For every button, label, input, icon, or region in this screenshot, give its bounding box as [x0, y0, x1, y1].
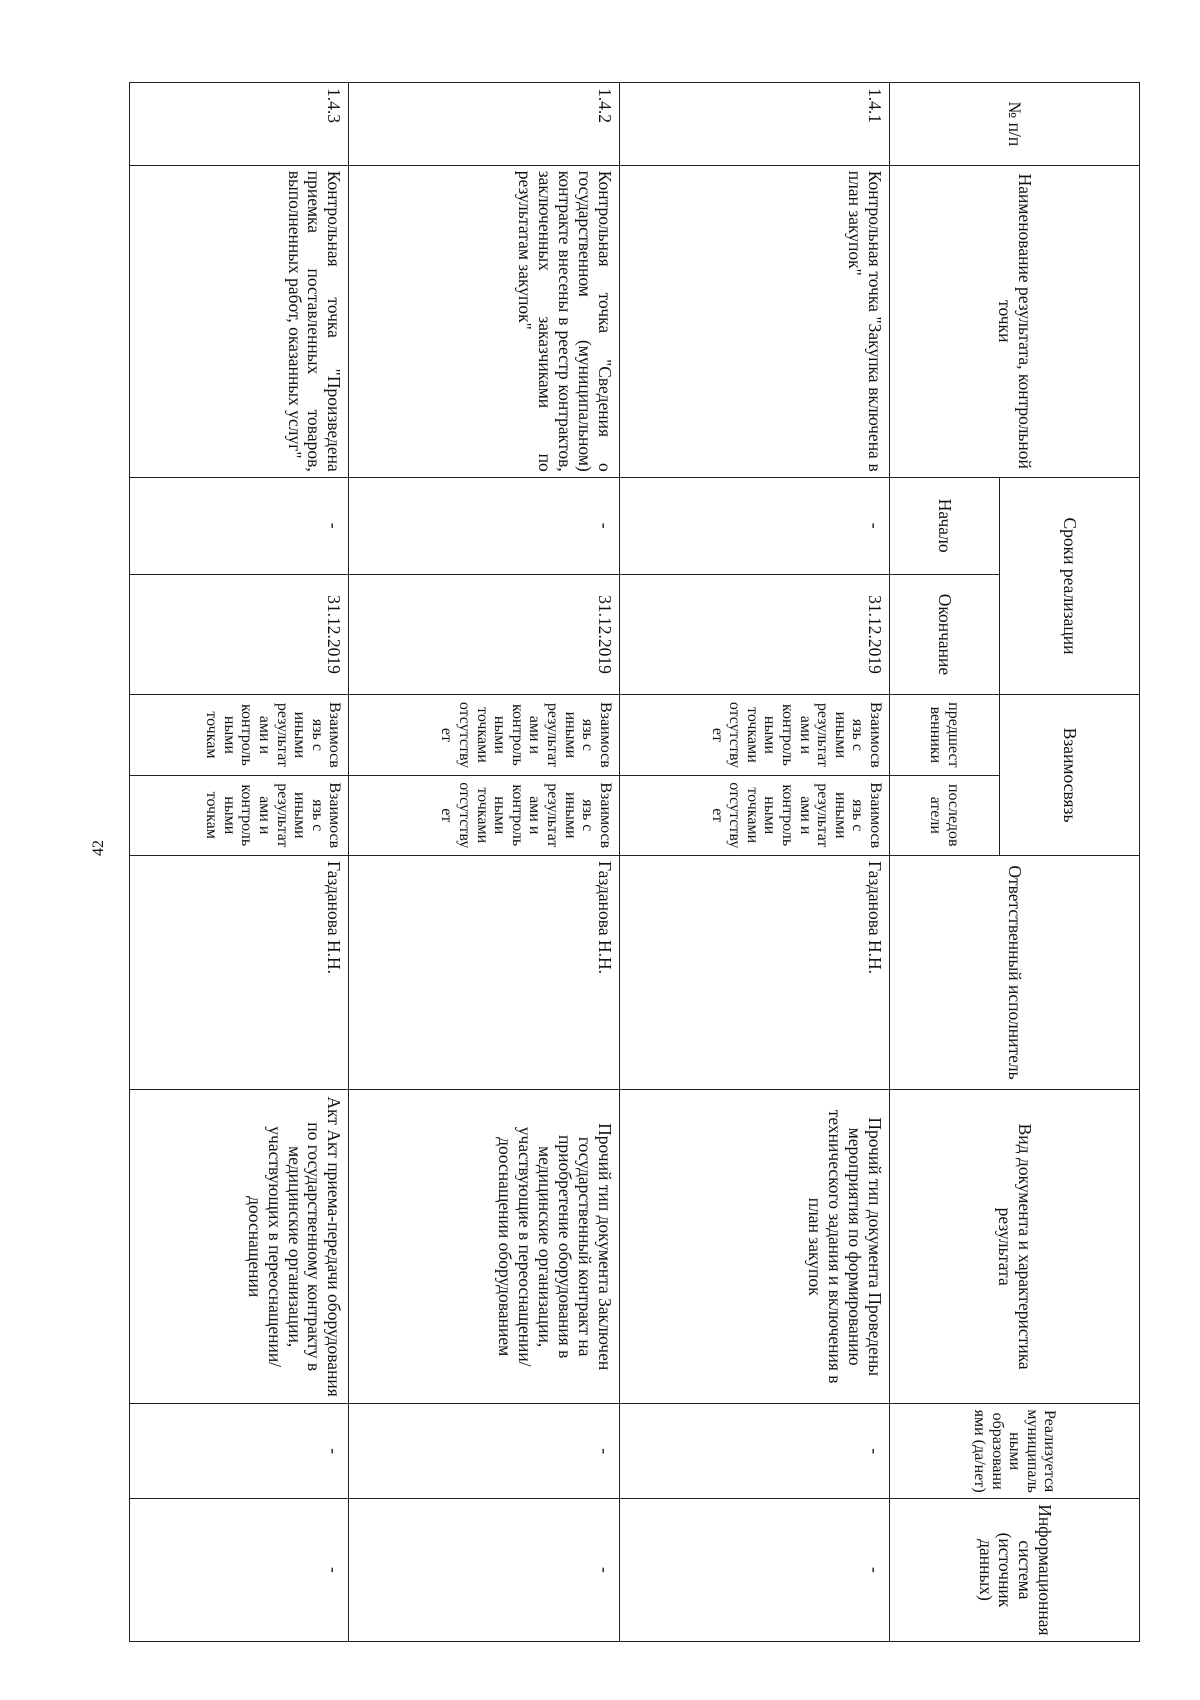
cell-end: 31.12.2019: [349, 574, 619, 695]
col-header-start: Начало: [890, 477, 1000, 574]
rotated-table-container: [129, 82, 1140, 1642]
cell-mun: -: [130, 1404, 349, 1499]
col-header-info: Информационная система (источник данных): [890, 1498, 1140, 1641]
results-table: [129, 82, 1140, 1642]
cell-start: -: [130, 477, 349, 574]
cell-num: 1.4.1: [619, 83, 889, 166]
col-header-mun: Реализуется муниципальными образованиями (да/нет): [890, 1404, 1140, 1499]
cell-end: 31.12.2019: [130, 574, 349, 695]
col-header-name: Наименование результата, контрольной точки: [890, 165, 1140, 477]
col-header-terms: Сроки реализации: [1000, 477, 1140, 694]
cell-mun: -: [619, 1404, 889, 1499]
cell-name: Контрольная точка "Закупка включена в план закупок": [619, 165, 889, 477]
cell-mun: -: [349, 1404, 619, 1499]
page-number: 42: [90, 840, 107, 856]
cell-succ: Взаимосвязь с иными результатами и контрольными точкам: [130, 775, 349, 855]
cell-exec: Газданова Н.Н.: [619, 855, 889, 1089]
col-header-pred: предшественники: [890, 695, 1000, 775]
cell-succ: Взаимосвязь с иными результатами и контрольными точками отсутствует: [349, 775, 619, 855]
table-row: [130, 83, 349, 1642]
cell-doc: Прочий тип документа Заключен государственный контракт на приобретение оборудования в медицинские организации, участвующие в переоснащении/дооснащении оборудованием: [349, 1089, 619, 1403]
cell-pred: Взаимосвязь с иными результатами и контрольными точкам: [130, 695, 349, 775]
cell-exec: Газданова Н.Н.: [349, 855, 619, 1089]
cell-doc: Акт Акт приема-передачи оборудования по государственному контракту в медицинские организации, участвующих в переоснащении/дооснащении: [130, 1089, 349, 1403]
cell-doc: Прочий тип документа Проведены мероприятия по формированию технического задания и включения в план закупок: [619, 1089, 889, 1403]
cell-info: -: [349, 1498, 619, 1641]
cell-pred: Взаимосвязь с иными результатами и контрольными точками отсутствует: [619, 695, 889, 775]
cell-name: Контрольная точка "Сведения о государственном (муниципальном) контракте внесены в реестр контрактов, заключенных заказчиками по результатам закупок": [349, 165, 619, 477]
col-header-exec: Ответственный исполнитель: [890, 855, 1140, 1089]
cell-start: -: [349, 477, 619, 574]
cell-info: -: [619, 1498, 889, 1641]
cell-num: 1.4.2: [349, 83, 619, 166]
cell-pred: Взаимосвязь с иными результатами и контрольными точками отсутствует: [349, 695, 619, 775]
table-row: [349, 83, 619, 1642]
cell-num: 1.4.3: [130, 83, 349, 166]
cell-exec: Газданова Н.Н.: [130, 855, 349, 1089]
cell-succ: Взаимосвязь с иными результатами и контрольными точками отсутствует: [619, 775, 889, 855]
cell-start: -: [619, 477, 889, 574]
header-row-1: [1000, 83, 1140, 1642]
table-row: [619, 83, 889, 1642]
cell-info: -: [130, 1498, 349, 1641]
col-header-succ: последователи: [890, 775, 1000, 855]
col-header-end: Окончание: [890, 574, 1000, 695]
col-header-doc: Вид документа и характеристика результата: [890, 1089, 1140, 1403]
cell-name: Контрольная точка "Произведена приемка поставленных товаров, выполненных работ, оказанных услуг": [130, 165, 349, 477]
col-header-num: № п/п: [890, 83, 1140, 166]
col-header-link: Взаимосвязь: [1000, 695, 1140, 856]
cell-end: 31.12.2019: [619, 574, 889, 695]
